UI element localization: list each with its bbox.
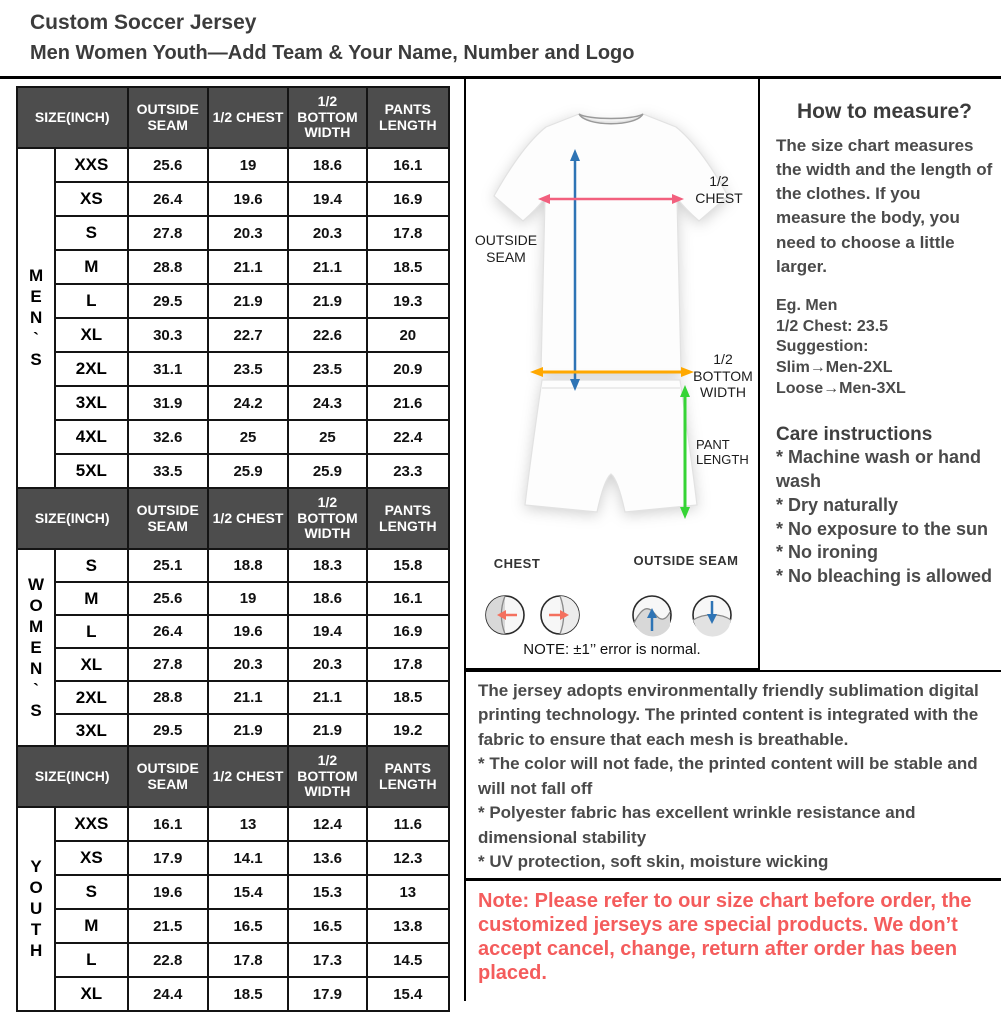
pant-length-label: PANT LENGTH: [696, 437, 749, 468]
value-cell: 18.6: [288, 148, 366, 182]
half-chest-label: 1/2 CHEST: [695, 173, 743, 206]
size-cell: XL: [55, 977, 127, 1011]
size-cell: S: [55, 875, 127, 909]
table-row: [17, 841, 449, 875]
example-line: Loose→Men-3XL: [776, 379, 906, 397]
size-cell: S: [55, 216, 127, 250]
value-cell: 31.9: [128, 386, 208, 420]
column-header-half-bottom-width: 1/2 BOTTOM WIDTH: [288, 746, 366, 807]
value-cell: 19.6: [128, 875, 208, 909]
value-cell: 12.3: [367, 841, 449, 875]
value-cell: 19.4: [288, 615, 366, 648]
care-item: * Dry naturally: [776, 494, 899, 515]
value-cell: 19.6: [208, 182, 288, 216]
mens-size-table: [16, 86, 450, 489]
value-cell: 22.6: [288, 318, 366, 352]
size-cell: 3XL: [55, 386, 127, 420]
example-line: Suggestion:: [776, 338, 869, 356]
value-cell: 23.5: [208, 352, 288, 386]
value-cell: 15.4: [367, 977, 449, 1011]
value-cell: 19.3: [367, 284, 449, 318]
value-cell: 21.5: [128, 909, 208, 943]
value-cell: 21.9: [288, 284, 366, 318]
sizing-example-block: [776, 296, 993, 400]
value-cell: 21.1: [208, 681, 288, 714]
value-cell: 24.3: [288, 386, 366, 420]
how-to-measure-panel: [762, 80, 1001, 670]
table-row: [17, 875, 449, 909]
value-cell: 25.9: [288, 454, 366, 488]
value-cell: 16.1: [367, 148, 449, 182]
value-cell: 20: [367, 318, 449, 352]
value-cell: 21.1: [288, 250, 366, 284]
value-cell: 13.8: [367, 909, 449, 943]
table-row: [17, 909, 449, 943]
how-to-measure-body: The size chart measures the width and the length of the clothes. If you measure the body, you need to choose a little larger.: [776, 136, 993, 276]
care-item: * No bleaching is allowed: [776, 566, 993, 587]
table-row: [17, 549, 449, 582]
column-header-outside-seam: OUTSIDE SEAM: [128, 488, 208, 549]
table-row: [17, 943, 449, 977]
mens-group-label: MEN`S: [17, 148, 55, 488]
value-cell: 24.4: [128, 977, 208, 1011]
value-cell: 29.5: [128, 714, 208, 747]
column-header-half-bottom-width: 1/2 BOTTOM WIDTH: [288, 488, 366, 549]
value-cell: 16.1: [128, 807, 208, 841]
column-header-size: SIZE(INCH): [17, 87, 128, 148]
column-header-half-chest: 1/2 CHEST: [208, 488, 288, 549]
value-cell: 27.8: [128, 216, 208, 250]
table-row: [17, 714, 449, 747]
size-cell: L: [55, 284, 127, 318]
page-subtitle: Men Women Youth—Add Team & Your Name, Number and Logo: [30, 42, 635, 64]
table-row: [17, 386, 449, 420]
table-row: [17, 318, 449, 352]
value-cell: 17.8: [367, 216, 449, 250]
size-cell: S: [55, 549, 127, 582]
value-cell: 13: [367, 875, 449, 909]
value-cell: 23.3: [367, 454, 449, 488]
value-cell: 18.5: [367, 250, 449, 284]
care-instructions-heading: Care instructions: [776, 423, 933, 445]
value-cell: 20.3: [288, 648, 366, 681]
column-header-size: SIZE(INCH): [17, 488, 128, 549]
value-cell: 21.9: [208, 714, 288, 747]
value-cell: 19: [208, 148, 288, 182]
value-cell: 14.1: [208, 841, 288, 875]
chest-caption: CHEST: [493, 556, 541, 571]
size-cell: M: [55, 909, 127, 943]
size-cell: L: [55, 615, 127, 648]
column-header-half-bottom-width: 1/2 BOTTOM WIDTH: [288, 87, 366, 148]
size-cell: 3XL: [55, 714, 127, 747]
value-cell: 21.9: [288, 714, 366, 747]
column-header-outside-seam: OUTSIDE SEAM: [128, 87, 208, 148]
value-cell: 15.3: [288, 875, 366, 909]
value-cell: 19: [208, 582, 288, 615]
value-cell: 25.6: [128, 582, 208, 615]
column-header-pants-length: PANTS LENGTH: [367, 488, 449, 549]
size-cell: 2XL: [55, 681, 127, 714]
value-cell: 33.5: [128, 454, 208, 488]
size-cell: 2XL: [55, 352, 127, 386]
value-cell: 19.2: [367, 714, 449, 747]
value-cell: 24.2: [208, 386, 288, 420]
value-cell: 27.8: [128, 648, 208, 681]
value-cell: 21.1: [288, 681, 366, 714]
size-cell: XL: [55, 318, 127, 352]
column-header-outside-seam: OUTSIDE SEAM: [128, 746, 208, 807]
pant-length-arrowhead-bottom: [680, 507, 690, 519]
value-cell: 18.5: [208, 977, 288, 1011]
care-item: * No ironing: [776, 542, 878, 563]
table-header-row: [17, 746, 449, 807]
value-cell: 20.3: [288, 216, 366, 250]
value-cell: 17.8: [367, 648, 449, 681]
value-cell: 21.9: [208, 284, 288, 318]
value-cell: 20.9: [367, 352, 449, 386]
value-cell: 21.6: [367, 386, 449, 420]
size-cell: M: [55, 582, 127, 615]
table-header-row: [17, 488, 449, 549]
size-cell: L: [55, 943, 127, 977]
table-row: [17, 454, 449, 488]
size-cell: XS: [55, 841, 127, 875]
column-header-pants-length: PANTS LENGTH: [367, 87, 449, 148]
value-cell: 22.4: [367, 420, 449, 454]
value-cell: 25: [288, 420, 366, 454]
value-cell: 22.8: [128, 943, 208, 977]
outside-seam-label: OUTSIDE SEAM: [474, 232, 538, 265]
value-cell: 13.6: [288, 841, 366, 875]
value-cell: 20.3: [208, 648, 288, 681]
value-cell: 28.8: [128, 681, 208, 714]
table-row: [17, 420, 449, 454]
value-cell: 29.5: [128, 284, 208, 318]
value-cell: 17.8: [208, 943, 288, 977]
value-cell: 25.6: [128, 148, 208, 182]
how-to-measure-heading: How to measure?: [796, 100, 973, 123]
value-cell: 16.5: [288, 909, 366, 943]
example-line: Slim→Men-2XL: [776, 359, 893, 377]
value-cell: 16.1: [367, 582, 449, 615]
description-line: The jersey adopts environmentally friendly sublimation digital printing technology. The printed content is integrated with the fabric to ensure that each mesh is breathable.: [478, 681, 979, 749]
value-cell: 20.3: [208, 216, 288, 250]
description-line: * UV protection, soft skin, moisture wicking: [478, 852, 829, 872]
measurement-diagram-panel: [464, 79, 760, 670]
value-cell: 26.4: [128, 615, 208, 648]
table-row: [17, 182, 449, 216]
value-cell: 17.3: [288, 943, 366, 977]
table-row: [17, 284, 449, 318]
value-cell: 15.4: [208, 875, 288, 909]
table-row: [17, 681, 449, 714]
care-item: * No exposure to the sun: [776, 518, 989, 539]
table-row: [17, 977, 449, 1011]
value-cell: 17.9: [288, 977, 366, 1011]
size-cell: 4XL: [55, 420, 127, 454]
table-row: [17, 615, 449, 648]
description-line: * The color will not fade, the printed content will be stable and will not fall off: [478, 754, 978, 798]
value-cell: 12.4: [288, 807, 366, 841]
size-cell: XXS: [55, 807, 127, 841]
bottom-width-arrowhead-left: [530, 367, 543, 377]
value-cell: 18.3: [288, 549, 366, 582]
example-line: Eg. Men: [776, 296, 838, 314]
table-row: [17, 648, 449, 681]
value-cell: 14.5: [367, 943, 449, 977]
value-cell: 18.8: [208, 549, 288, 582]
column-header-half-chest: 1/2 CHEST: [208, 746, 288, 807]
table-row: [17, 148, 449, 182]
value-cell: 25.1: [128, 549, 208, 582]
column-header-size: SIZE(INCH): [17, 746, 128, 807]
size-cell: XXS: [55, 148, 127, 182]
column-header-pants-length: PANTS LENGTH: [367, 746, 449, 807]
youth-size-table: [16, 745, 450, 1012]
youth-group-label: YOUTH: [17, 807, 55, 1011]
outside-seam-caption: OUTSIDE SEAM: [633, 553, 739, 568]
shorts-shape: [525, 380, 697, 512]
value-cell: 25.9: [208, 454, 288, 488]
value-cell: 23.5: [288, 352, 366, 386]
value-cell: 25: [208, 420, 288, 454]
value-cell: 28.8: [128, 250, 208, 284]
value-cell: 16.5: [208, 909, 288, 943]
value-cell: 16.9: [367, 615, 449, 648]
table-header-row: [17, 87, 449, 148]
size-cell: M: [55, 250, 127, 284]
value-cell: 18.6: [288, 582, 366, 615]
size-cell: XS: [55, 182, 127, 216]
value-cell: 15.8: [367, 549, 449, 582]
table-row: [17, 250, 449, 284]
tolerance-note: NOTE: ±1’’ error is normal.: [523, 641, 701, 658]
value-cell: 19.4: [288, 182, 366, 216]
care-item: * Machine wash or hand wash: [776, 446, 982, 491]
table-row: [17, 216, 449, 250]
value-cell: 30.3: [128, 318, 208, 352]
value-cell: 32.6: [128, 420, 208, 454]
value-cell: 26.4: [128, 182, 208, 216]
value-cell: 16.9: [367, 182, 449, 216]
size-cell: 5XL: [55, 454, 127, 488]
table-row: [17, 807, 449, 841]
value-cell: 18.5: [367, 681, 449, 714]
example-line: 1/2 Chest: 23.5: [776, 317, 889, 335]
table-row: [17, 352, 449, 386]
value-cell: 21.1: [208, 250, 288, 284]
order-note-panel: [464, 878, 1001, 1001]
value-cell: 31.1: [128, 352, 208, 386]
order-note-text: Note: Please refer to our size chart before order, the customized jerseys are special products. We don’t accept cancel, change, return after order has been placed.: [478, 890, 972, 984]
column-header-half-chest: 1/2 CHEST: [208, 87, 288, 148]
value-cell: 22.7: [208, 318, 288, 352]
description-line: * Polyester fabric has excellent wrinkle resistance and dimensional stability: [478, 803, 916, 847]
page-title: Custom Soccer Jersey: [30, 11, 257, 34]
womens-group-label: WOMEN`S: [17, 549, 55, 747]
header: [30, 8, 970, 68]
half-bottom-width-label: 1/2 BOTTOM WIDTH: [693, 351, 753, 401]
size-cell: XL: [55, 648, 127, 681]
fabric-description-panel: [464, 670, 1001, 878]
table-row: [17, 582, 449, 615]
value-cell: 11.6: [367, 807, 449, 841]
womens-size-table: [16, 487, 450, 748]
value-cell: 13: [208, 807, 288, 841]
value-cell: 19.6: [208, 615, 288, 648]
value-cell: 17.9: [128, 841, 208, 875]
